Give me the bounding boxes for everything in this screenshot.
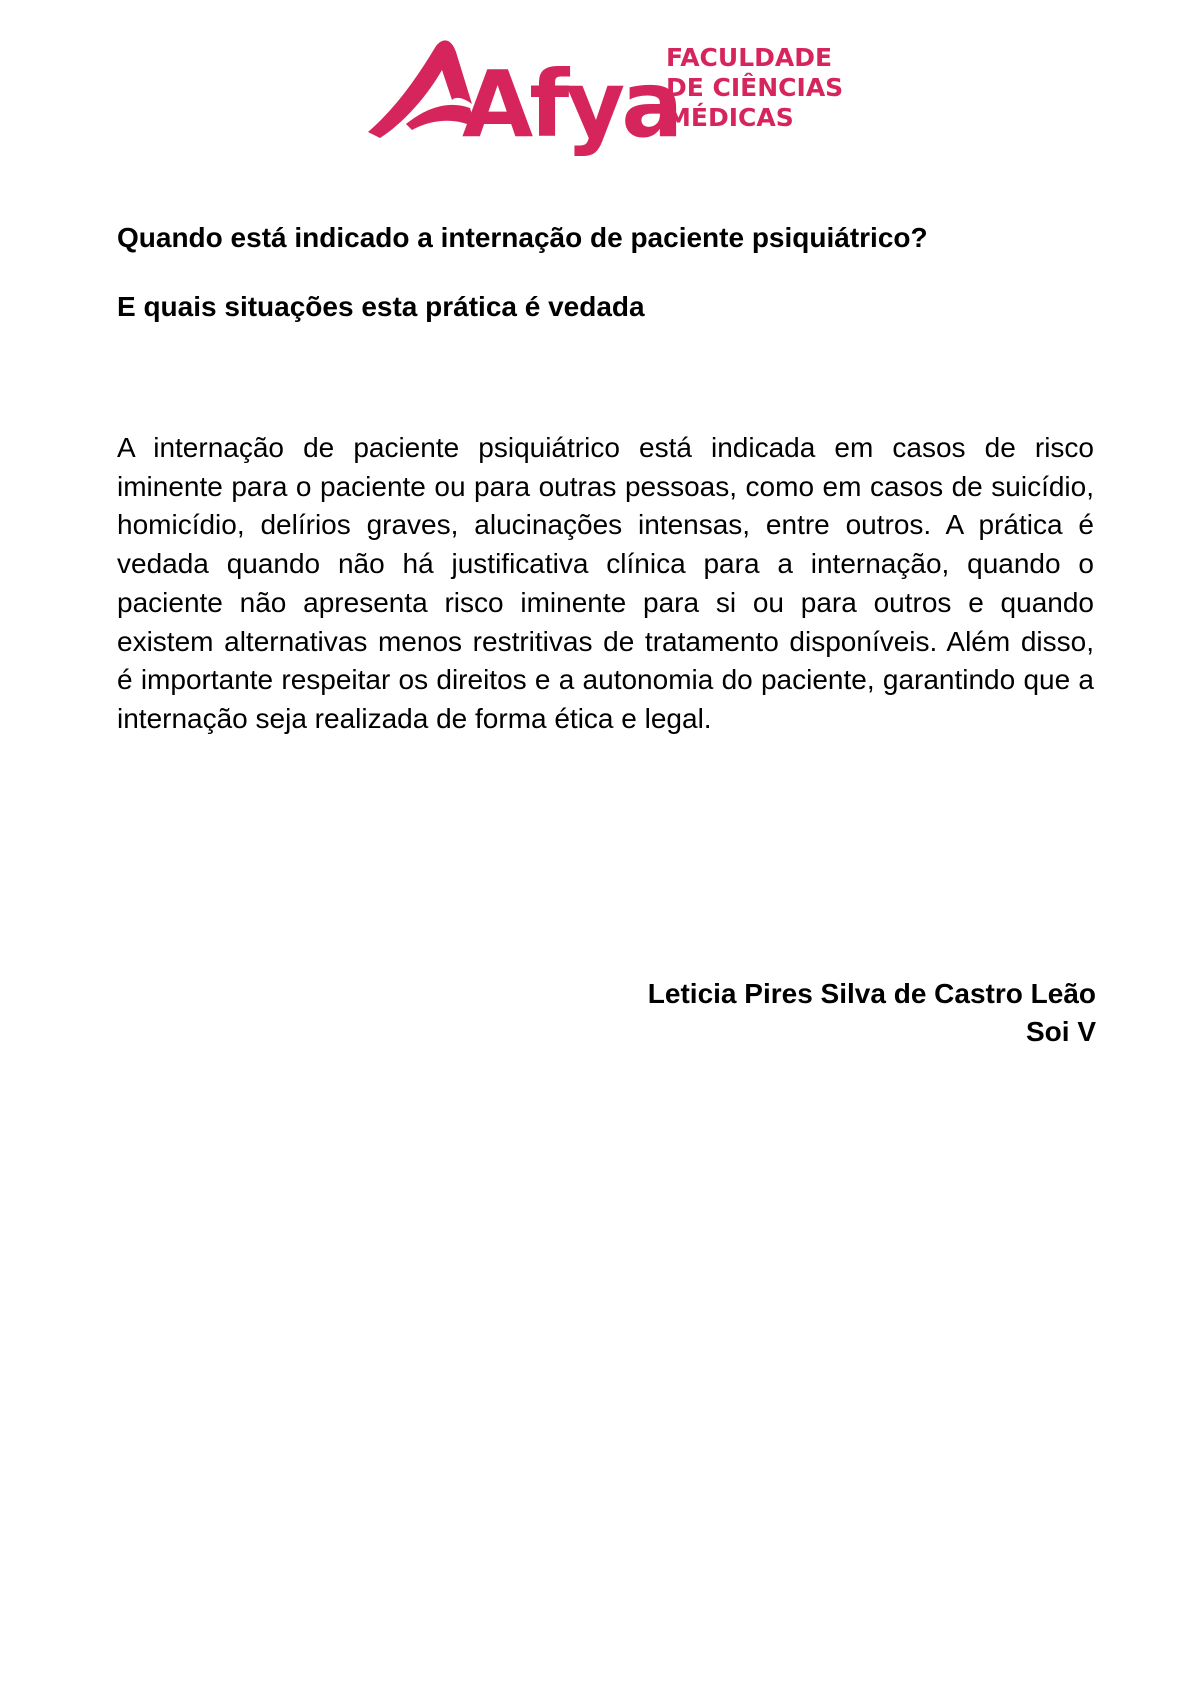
afya-logo-subtitle-3: MÉDICAS: [666, 103, 794, 132]
afya-logo-subtitle-1: FACULDADE: [666, 43, 833, 72]
afya-logo-wordmark: Afya: [462, 51, 680, 158]
afya-logo-image: [366, 38, 856, 158]
signature-block: [648, 975, 1096, 1051]
author-group: Soi V: [1025, 1016, 1096, 1047]
answer-paragraph: A internação de paciente psiquiátrico está indicada em casos de risco iminente para o paciente ou para outras pessoas, como em casos de suicídio, homicídio, delírios graves, alucinações intensas, entre outros. A prática é vedada quando não há justificativa clínica para a internação, quando o paciente não apresenta risco iminente para si ou para outros e quando existem alternativas menos restritivas de tratamento disponíveis. Além disso, é importante respeitar os direitos e a autonomia do paciente, garantindo que a internação seja realizada de forma ética e legal.: [117, 432, 1094, 734]
question-line-2: E quais situações esta prática é vedada: [117, 291, 645, 322]
author-name: Leticia Pires Silva de Castro Leão: [647, 978, 1096, 1009]
question-line-1: Quando está indicado a internação de paciente psiquiátrico?: [117, 222, 928, 253]
afya-logo: [366, 38, 856, 158]
afya-logo-subtitle-2: DE CIÊNCIAS: [666, 73, 844, 102]
